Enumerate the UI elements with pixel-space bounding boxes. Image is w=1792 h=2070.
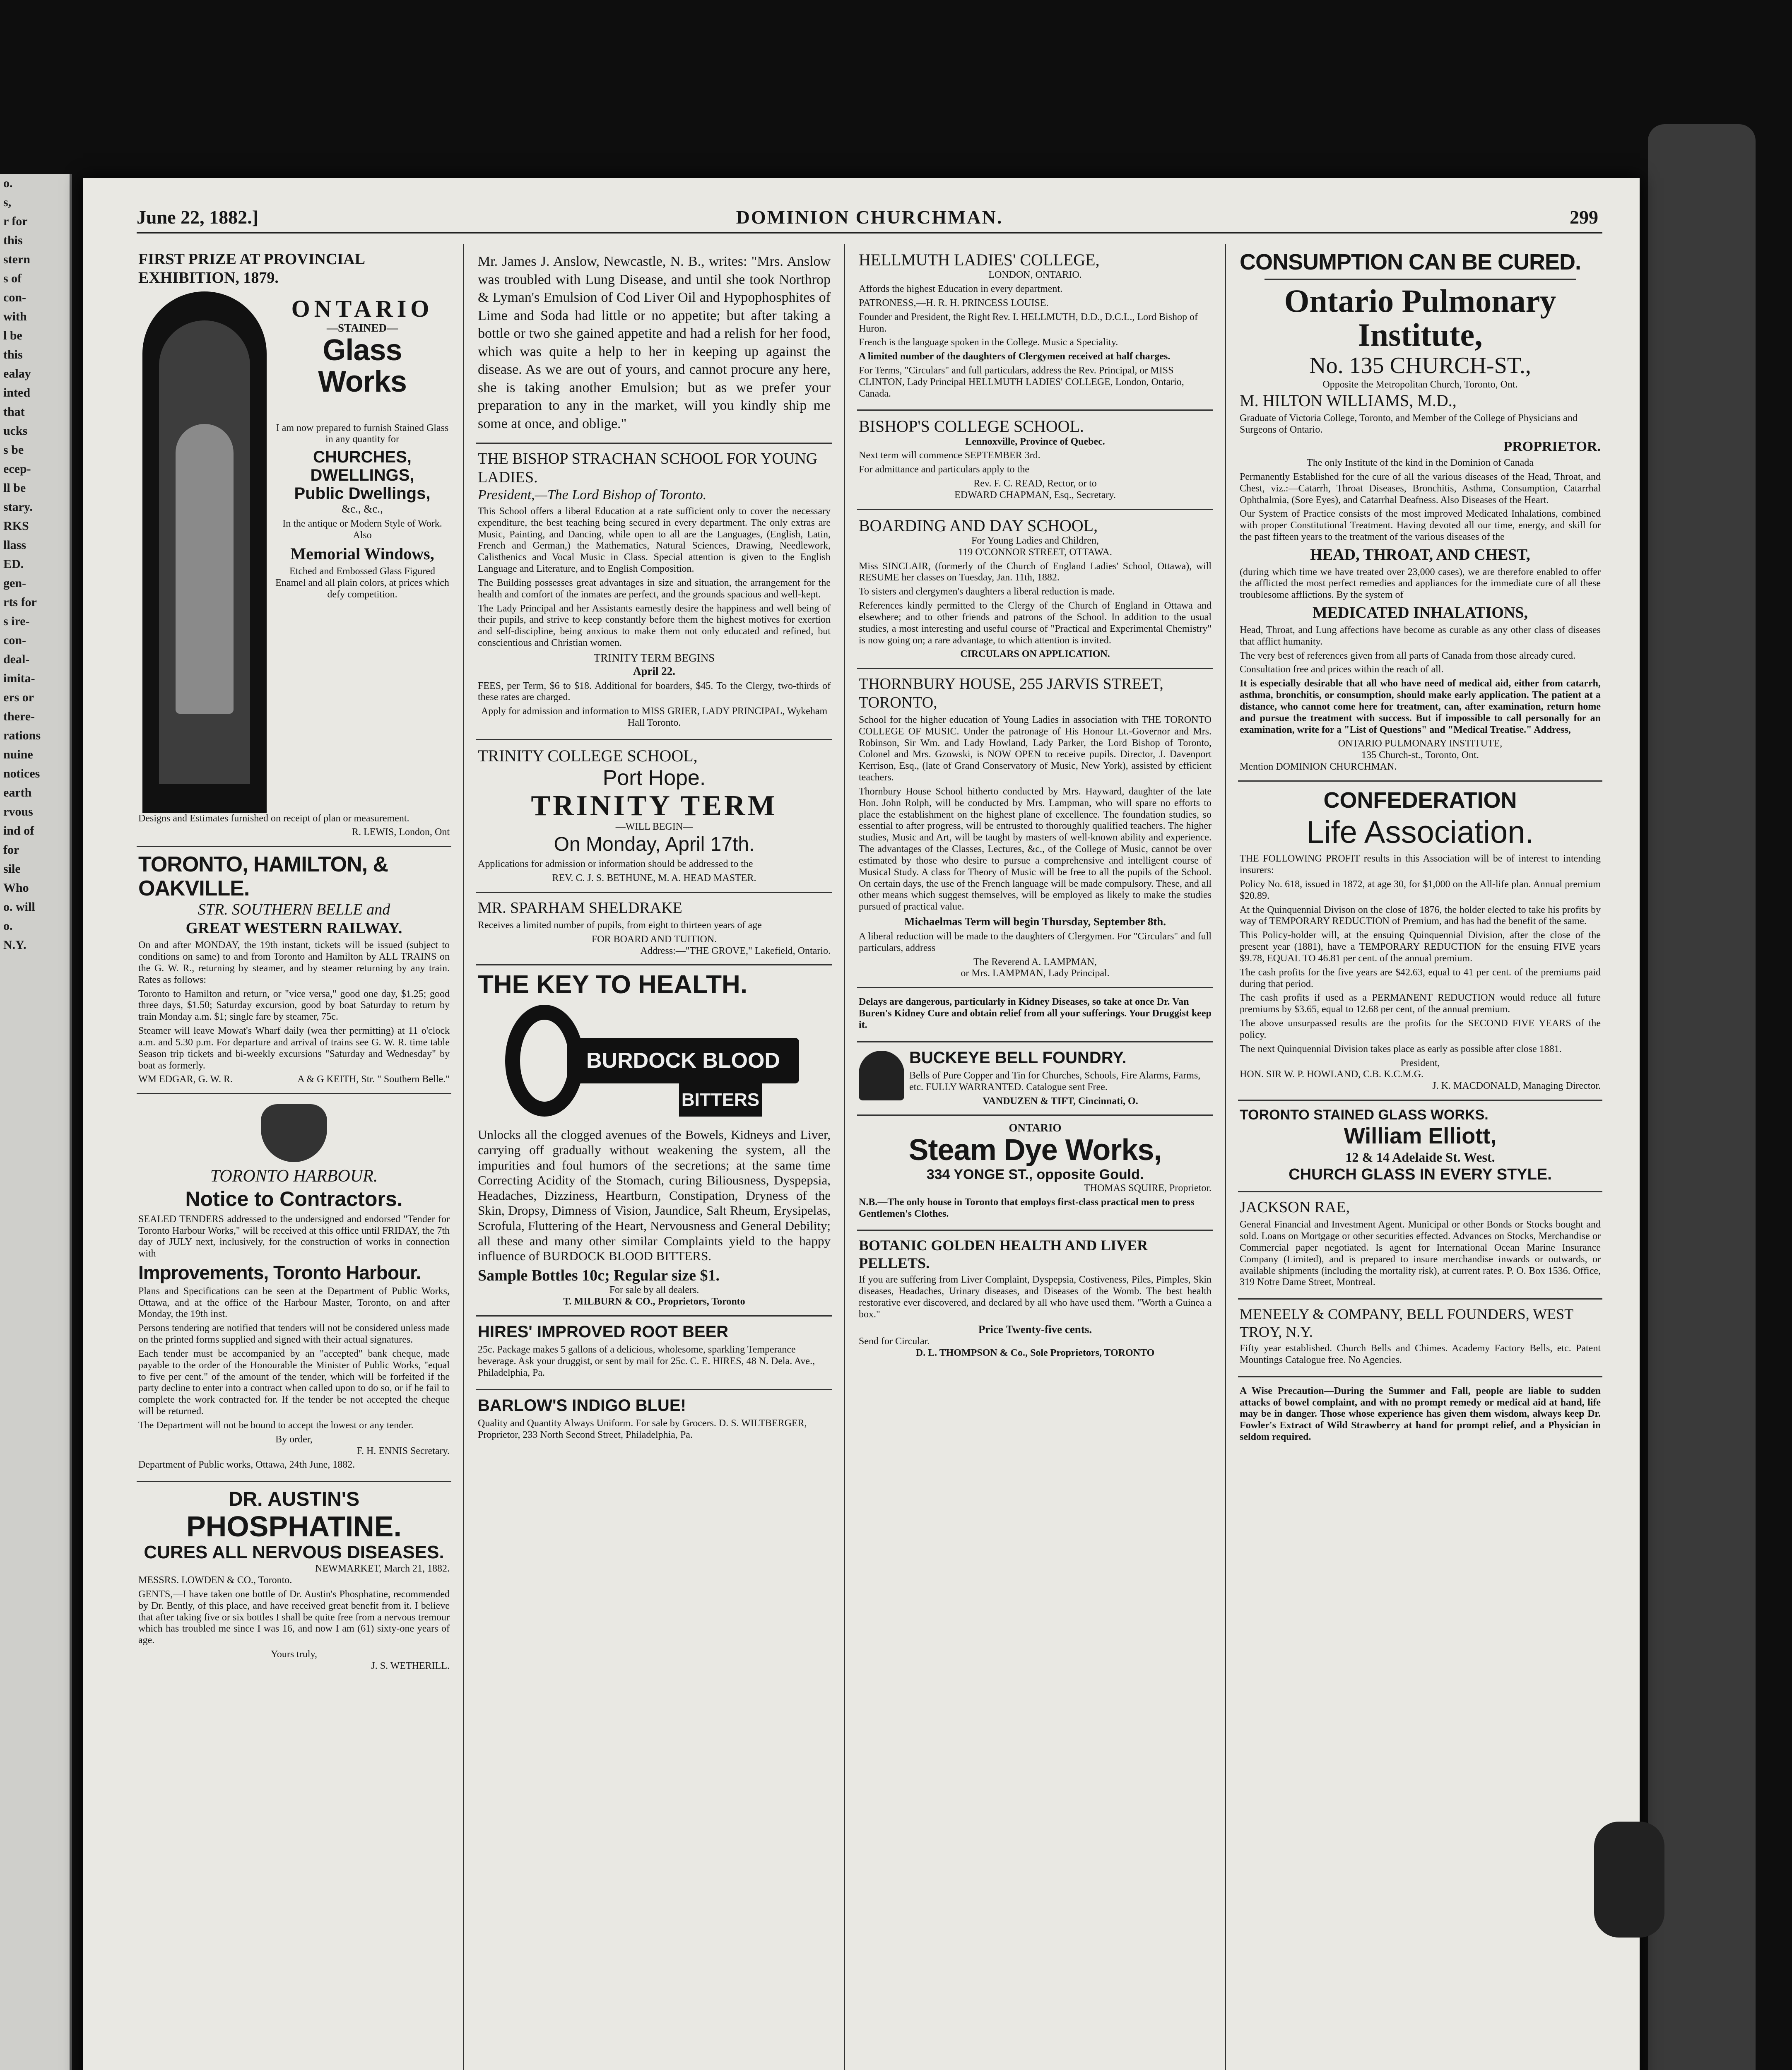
previous-page-fragment: inted [3,386,31,400]
ad-title: THE KEY TO HEALTH. [478,970,748,999]
previous-page-fragment: there- [3,710,35,723]
ad-line: —WILL BEGIN— [615,821,693,832]
previous-page-fragment: ll be [3,481,26,495]
key-illustration-icon [505,1005,803,1121]
ad-body: References kindly permitted to the Clergy of the Church of England in Ottawa and elsewhere; and to other friends and patrons of the School. In addition to the usual studies, a most interesting and useful course of "Practical and Experimental Chemistry" is now going on; a rare advantage, to which attention is invited. [859,600,1212,646]
ad-body: Each tender must be accompanied by an "accepted" bank cheque, made payable to the order of the Honourable the Minister of Public Works, "equal to five per cent." of the amount of the tender, which will be forfeited if the party decline to enter into a contract when called upon to do so, or if he fail to complete the work contracted for. If the tender be not accepted the cheque will be returned. [138,1348,450,1417]
ad-body: A limited number of the daughters of Clergymen received at half charges. [859,351,1171,362]
ad-footer: Designs and Estimates furnished on receipt of plan or measurement. [138,813,409,824]
masthead-title: DOMINION CHURCHMAN. [736,207,1003,228]
previous-page-fragment: this [3,348,23,361]
ad-body: Persons tendering are notified that tenders will not be considered unless made on the printed forms supplied and signed with their actual signatures. [138,1323,450,1346]
ad-title: PHOSPHATINE. [186,1510,402,1543]
running-header [137,203,1602,233]
ad-body: General Financial and Investment Agent. Municipal or other Bonds or Stocks bought and sold. Loans on Mortgage or other securities effected. Advances on Stocks, Merchandise or Commercial paper negotiated. Is agent for International Ocean Marine Insurance Company (Limited), and is prepared to insure merchandise inwards or outwards, or available shipments (including the mortality risk), at current rates. P. O. Box 1536. Office, 319 Notre Dame Street, Montreal. [1240,1219,1601,1288]
ad-body: The Lady Principal and her Assistants earnestly desire the happiness and well being of their pupils, and strive to keep constantly before them the highest motives for exertion and self-discipline, being anxious to make them not only educated and refined, but conscientious and Christian women. [478,603,831,649]
ad-body: For admittance and particulars apply to the [859,464,1029,475]
ad-body: The above unsurpassed results are the profits for the SECOND FIVE YEARS of the policy. [1240,1018,1601,1040]
column-1 [137,244,451,2070]
ad-body: (during which time we have treated over 23,000 cases), we are therefore enabled to offer the afflicted the most perfect remedies and appliances for the immediate cure of all these troublesome afflictions. By the system of [1240,566,1601,601]
ad-body: Plans and Specifications can be seen at the Department of Public Works, Ottawa, and at the office of the Harbour Master, Toronto, on and after Monday, the 19th inst. [138,1285,450,1320]
ad-footer: Department of Public works, Ottawa, 24th June, 1882. [138,1459,355,1471]
previous-page-fragment: ecep- [3,462,31,476]
ad-line: April 22. [633,664,675,677]
ad-barlows-indigo-blue [476,1390,832,1451]
ad-jackson-rae [1238,1192,1602,1300]
ad-body: French is the language spoken in the College. Music a Speciality. [859,337,1118,348]
ad-body: The very best of references given from all parts of Canada from those already cured. [1240,650,1575,661]
column-rule [844,244,845,2070]
ad-body: This Policy-holder will, at the ensuing Quinquennial Division, after the close of the present year (1881), have a TEMPORARY REDUCTION for the ensuing FIVE years $9.78, EQUAL TO 46.81 per cent. of the annual premium. [1240,930,1601,964]
ad-title: BARLOW'S INDIGO BLUE! [478,1396,686,1415]
ad-bishop-strachan-school [476,444,832,740]
column-rule [1225,244,1226,2070]
ad-headline: CONSUMPTION CAN BE CURED. [1240,250,1581,274]
ad-title: CONFEDERATION [1323,787,1517,813]
ad-body: Policy No. 618, issued in 1872, at age 30, for $1,000 on the All-life plan. Annual premium $20.89. [1240,879,1601,901]
previous-page-fragment: deal- [3,652,30,666]
ad-body: The only Institute of the kind in the Dominion of Canada [1307,457,1534,469]
ad-body: THE FOLLOWING PROFIT results in this Association will be of interest to intending insurers: [1240,853,1601,876]
ad-line: For Young Ladies and Children, [971,535,1099,546]
ad-title: MR. SPARHAM SHELDRAKE [478,899,682,917]
ad-address: Address:—"THE GROVE," Lakefield, Ontario. [640,945,831,956]
ad-body: The cash profits if used as a PERMANENT REDUCTION would reduce all future premiums by $3.65, equal to 12.68 per cent, of the annual premium. [1240,992,1601,1015]
ad-kidney-cure [857,988,1213,1042]
issue-date: June 22, 1882.] [137,207,258,228]
column-4 [1238,244,1602,2070]
ad-line: PATRONESS,—H. R. H. PRINCESS LOUISE. [859,297,1049,308]
ad-line: Memorial Windows, [290,544,434,563]
ad-signature: REV. C. J. S. BETHUNE, M. A. HEAD MASTER. [552,873,756,884]
ad-wise-precaution [1238,1377,1602,1453]
ad-line: Send for Circular. [859,1336,930,1347]
previous-page-fragment: ealay [3,367,31,380]
ad-title: Steam Dye Works, [908,1134,1162,1167]
ad-confederation-life [1238,782,1602,1101]
ad-body: Permanently Established for the cure of all the various diseases of the Head, Throat, and Chest, viz.:—Catarrh, Throat Diseases, Bronchitis, Asthma, Consumption, Catarrhal Ophthalmia, (Sore Eyes), and Catarrhal Deafness. Also Diseases of the Heart. [1240,471,1601,505]
ad-body: SEALED TENDERS addressed to the undersigned and endorsed "Tender for Toronto Harbour Works," will be received at this office until FRIDAY, the 7th day of JULY next, inclusively, for the construction of works in connection with [138,1213,450,1259]
ad-title: TORONTO, HAMILTON, & OAKVILLE. [138,852,388,900]
ad-body: FEES, per Term, $6 to $18. Additional for boarders, $45. To the Clergy, two-thirds of these rates are charged. [478,680,831,703]
ad-body: If you are suffering from Liver Complaint, Dyspepsia, Costiveness, Piles, Pimples, Skin diseases, Headaches, Urinary diseases, and Diseases of the Womb. The best health restorative ever discovered, and declared by all who have used them. "Worth a Guinea a box." [859,1274,1212,1320]
previous-page-fragment: RKS [3,519,29,533]
ad-signature: R. LEWIS, London, Ont [352,827,450,838]
ad-signature: EDWARD CHAPMAN, Esq., Secretary. [954,489,1116,501]
ad-title: BOTANIC GOLDEN HEALTH AND LIVER PELLETS. [859,1237,1148,1271]
ad-body: The next Quinquennial Division takes place as early as possible after close 1881. [1240,1043,1562,1054]
previous-page-fragment: rations [3,729,41,742]
previous-page-fragment: ind of [3,824,34,838]
ad-title: DR. AUSTIN'S [228,1488,360,1511]
ad-body: Delays are dangerous, particularly in Kidney Diseases, so take at once Dr. Van Buren's Kidney Cure and obtain relief from all your sufferings. Your Druggist keep it. [859,996,1212,1030]
previous-page-fragment: s of [3,272,22,285]
ad-body: Our System of Practice consists of the most improved Medicated Inhalations, combined with proper Constitutional Treatment. Having devoted all our time, energy, and skill for the past fifteen years to the treatment of the various diseases of the [1240,508,1601,542]
ad-ontario-glass-works [137,244,451,847]
ad-title: HELLMUTH LADIES' COLLEGE, [859,250,1100,269]
ad-body: GENTS,—I have taken one bottle of Dr. Austin's Phosphatine, recommended by Dr. Bently, of this place, and have received great benefit from it. I believe that after taking five or six bottles I shall be quite free from a nervous tremour which has troubled me since I was 16, and now I am (61) sixty-one years of age. [138,1589,450,1646]
ad-title: BOARDING AND DAY SCHOOL, [859,516,1098,535]
ad-sparham-sheldrake [476,893,832,965]
previous-page-fragment: ucks [3,424,28,438]
ad-body: Applications for admission or information should be addressed to the [478,859,753,870]
ad-toronto-hamilton-oakville [137,847,451,1094]
ad-address: 119 O'CONNOR STREET, OTTAWA. [958,546,1112,558]
ad-line: MEDICATED INHALATIONS, [1312,604,1528,622]
page-clip [1594,1822,1664,1938]
previous-page-fragment: stern [3,253,30,266]
ad-title: Ontario Pulmonary [1284,283,1556,319]
ad-line: STR. SOUTHERN BELLE and [198,900,390,918]
ad-title: BISHOP'S COLLEGE SCHOOL. [859,417,1084,436]
previous-page-fragment: o. [3,919,13,933]
ad-title: Glass Works [318,334,407,398]
ad-line: For sale by all dealers. [609,1285,699,1296]
ad-body: Founder and President, the Right Rev. I. HELLMUTH, D.D., D.C.L., Lord Bishop of Huron. [859,311,1198,334]
key-label: BURDOCK BLOOD [567,1038,799,1083]
ad-signature: The Reverend A. LAMPMAN, [973,956,1097,968]
ad-line: PROPRIETOR. [1503,438,1601,454]
ad-bishops-college-school [857,411,1213,510]
ad-headline: TRINITY TERM [531,790,778,822]
book-binding [1648,124,1756,2070]
previous-page-fragment: nuine [3,748,33,761]
coat-of-arms-icon [261,1104,327,1162]
ad-signature: Rev. F. C. READ, Rector, or to [973,478,1097,489]
ad-hires-root-beer [476,1317,832,1390]
ad-ontario-pulmonary-institute [1238,244,1602,782]
testimonial-body: Mr. James J. Anslow, Newcastle, N. B., writes: "Mrs. Anslow was troubled with Lung Disease, and until she took Northrop & Lyman's Emulsion of Cod Liver Oil and Hypophosphites of Lime and Soda had little or no appetite; but after taking a bottle or two she gained appetite and had a relish for her food, which was quite a help to her in keeping up against the disease. As we are out of yours, and cannot procure any here, she is taking another Emulsion; but as we prefer your preparation to any in the market, will you kindly ship me some at once, and oblige." [478,254,831,431]
ad-signature: J. K. MACDONALD, Managing Director. [1432,1081,1601,1092]
ad-austins-phosphatine [137,1482,451,1679]
ad-body: 25c. Package makes 5 gallons of a delicious, wholesome, sparkling Temperance beverage. Ask your druggist, or sent by mail for 25c. C. E. HIRES, 48 N. Dela. Ave., Philadelphia, Pa. [478,1344,815,1378]
previous-page-fragment: imita- [3,672,35,685]
ad-line: By order, [275,1434,313,1445]
ad-line: Yours truly, [270,1649,318,1660]
ad-body: The cash profits for the five years are $42.63, equal to 41 per cent. of the premiums paid during that period. [1240,967,1601,989]
ad-body: Thornbury House School hitherto conducted by Mrs. Hayward, daughter of the late Hon. John Rolph, will be conducted by Mrs. Lampman, who will spare no efforts to place the establishment on the highest plane of excellence. The foundation studies, so essential to after progress, will be entrusted to thoroughly qualified teachers. The higher studies, Music and Art, will be taught by masters of well-known ability and experience. The advantages of the Classes, Lectures, &c., of the College of Music, cannot be over estimated by those who desire to pursue a comprehensive and intelligent course of Musical Study. A class for Theory of Music will be free to all the pupils of the School. On certain days, the use of the French language will be made compulsory. These, and all other means which suggest themselves, will be employed as likely to make the studies pursued of practical value. [859,786,1212,912]
ad-title: TORONTO HARBOUR. [210,1167,378,1186]
ad-buckeye-bell-foundry [857,1042,1213,1116]
previous-page-fragment: s be [3,443,24,457]
previous-page-fragment: sile [3,862,21,876]
ad-body: It is especially desirable that all who have need of medical aid, either from catarrh, asthma, bronchitis, or consumption, should make early application. The patient at a distance, who cannot come here for treatment, can, after examination, return home and pursue the treatment with success. But if impossible to call personally for an examination, write for a "List of Questions" and "Medical Treatise." Address, [1240,678,1601,735]
ad-body: For Terms, "Circulars" and full particulars, address the Rev. Principal, or MISS CLINTON, Lady Principal HELLMUTH LADIES' COLLEGE, London, Ontario, Canada. [859,365,1184,399]
previous-page-fragment: for [3,843,19,857]
bell-icon [859,1051,904,1100]
ad-title: JACKSON RAE, [1240,1199,1350,1216]
ad-line: Mention DOMINION CHURCHMAN. [1240,761,1397,773]
previous-page-fragment: r for [3,214,28,228]
ad-tagline: CHURCH GLASS IN EVERY STYLE. [1289,1165,1552,1183]
previous-page-fragment: that [3,405,25,419]
ad-line: DWELLINGS, [310,466,414,485]
previous-page-fragment: con- [3,291,26,304]
ad-body: N.B.—The only house in Toronto that employs first-class practical men to press Gentlemen's Clothes. [859,1196,1195,1219]
column-2 [476,244,832,2070]
ad-headline: Improvements, Toronto Harbour. [138,1262,421,1284]
ad-body: Etched and Embossed Glass Figured Enamel and all plain colors, at prices which defy competition. [275,566,449,600]
ad-line: &c., &c., [342,503,383,515]
ad-signature: or Mrs. LAMPMAN, Lady Principal. [961,968,1110,979]
ad-line: HEAD, THROAT, AND CHEST, [1310,546,1530,563]
column-3 [857,244,1213,2070]
ad-signature: 135 Church-st., Toronto, Ont. [1361,750,1479,761]
ad-title: Institute, [1358,317,1483,353]
ad-signature: WM EDGAR, G. W. R. [138,1074,233,1085]
ad-signature: F. H. ENNIS Secretary. [356,1445,450,1456]
ad-body: A Wise Precaution—During the Summer and Fall, people are liable to sudden attacks of bowel complaint, and with no prompt remedy or medical aid at hand, life may be in danger. Those whose experience has given them wisdom, always keep Dr. Fowler's Extract of Wild Strawberry at hand for prompt relief, and a Physician in seldom required. [1240,1385,1601,1443]
ad-body: To sisters and clergymen's daughters a liberal reduction is made. [859,586,1115,597]
ad-signature: J. S. WETHERILL. [371,1660,450,1671]
previous-page-fragment: this [3,233,23,247]
ad-body: School for the higher education of Young Ladies in association with THE TORONTO COLLEGE OF MUSIC. Under the patronage of His Honour Lt.-Governor and Mrs. Robinson, Sir Wm. and Lady Howland, Lady Parker, the Lord Bishop of Toronto, Colonel and Mrs. Gzowski, is NOW OPEN to receive pupils. Director, J. Davenport Kerrison, Esq., (late of Grand Conservatory of Music, New York), assisted by efficient teachers. [859,714,1212,783]
previous-page-fragment: stary. [3,500,33,514]
ad-signature: D. L. THOMPSON & Co., Sole Proprietors, TORONTO [915,1348,1155,1359]
testimonial-anslow [476,244,832,444]
previous-page-fragment: con- [3,633,26,647]
ad-title: THE BISHOP STRACHAN SCHOOL FOR YOUNG LADIES. [478,450,818,486]
ad-title: MENEELY & COMPANY, BELL FOUNDERS, WEST TROY, N.Y. [1240,1306,1573,1340]
newspaper-page [83,178,1640,2070]
ad-title: THORNBURY HOUSE, 255 JARVIS STREET, TORONTO, [859,675,1163,712]
ad-body: I am now prepared to furnish Stained Glass in any quantity for [276,422,449,445]
ad-line: President,—The Lord Bishop of Toronto. [478,487,707,503]
ad-body: Fifty year established. Church Bells and Chimes. Academy Factory Bells, etc. Patent Mountings Catalogue free. No Agencies. [1240,1343,1601,1365]
previous-page-fragment: ED. [3,557,24,571]
ad-trinity-college-school [476,740,832,893]
ad-address: No. 135 CHURCH-ST., [1309,353,1531,379]
previous-page-fragment: rts for [3,595,37,609]
ad-heading: FIRST PRIZE AT PROVINCIAL EXHIBITION, 1879. [138,250,364,286]
ad-body: A liberal reduction will be made to the daughters of Clergymen. For "Circulars" and full particulars, address [859,931,1212,953]
previous-page-fragment: N.Y. [3,938,26,952]
ad-address: 334 YONGE ST., opposite Gould. [926,1166,1144,1182]
page-number: 299 [1570,207,1598,228]
ad-meneely-bell [1238,1300,1602,1377]
previous-page-fragment: with [3,310,27,323]
ad-body: The Building possesses great advantages in size and situation, the arrangement for the health and comfort of the inmates are perfect, and the grounds spacious and well-kept. [478,577,831,600]
ad-place: Lennoxville, Province of Quebec. [965,436,1105,447]
ad-place: Port Hope. [602,766,706,790]
ad-body: Unlocks all the clogged avenues of the Bowels, Kidneys and Liver, carrying off gradually without weakening the system, all the impurities and foul humors of the secretions; at the same time Correcting Acidity of the Stomach, curing Biliousness, Dyspepsia, Headaches, Dizziness, Heartburn, Constipation, Dryness of the Skin, Dropsy, Dimness of Vision, Jaundice, Salt Rheum, Erysipelas, Scrofula, Fluttering of the Heart, Nervousness and General Debility; all these and many other similar Complaints yield to the happy influence of BURDOCK BLOOD BITTERS. [478,1127,831,1264]
ad-body: This School offers a liberal Education at a rate sufficient only to cover the necessary expenditure, the best teaching being secured in every department. The only extras are Music, Painting, and Dancing, while open to all are the Languages, (English, Latin, French and German,) the Mathematics, Natural Sciences, Drawing, Needlework, Calisthenics and Vocal Music in Class. Special attention is given to the English Language and Literature, and to English Composition. [478,505,831,575]
ad-title: BUCKEYE BELL FOUNDRY. [909,1048,1127,1067]
ad-body: In the antique or Modern Style of Work. Also [282,518,442,541]
ad-line: TRINITY TERM BEGINS [593,651,715,664]
ad-signature: A & G KEITH, Str. " Southern Belle." [297,1074,450,1085]
previous-page-fragment: l be [3,329,22,342]
ad-place: LONDON, ONTARIO. [988,270,1082,281]
ad-line: Michaelmas Term will begin Thursday, September 8th. [904,915,1166,928]
ad-toronto-harbour [137,1094,451,1482]
ad-body: Steamer will leave Mowat's Wharf daily (wea ther permitting) at 11 o'clock a.m. and 5.30 p.m. For departure and arrival of trains see G. W. R. time table Season trip tickets and bi-weekly excursions "Saturday and Wednesday" by boat as formerly. [138,1025,450,1071]
ad-hellmuth-ladies-college [857,244,1213,411]
column-rule [463,244,464,2070]
ad-title: TORONTO STAINED GLASS WORKS. [1240,1107,1489,1123]
ad-line: President, [1400,1057,1440,1069]
ad-address: MESSRS. LOWDEN & CO., Toronto. [138,1575,292,1586]
ad-boarding-day-school [857,510,1213,669]
stained-glass-window-illustration [142,291,267,813]
ad-body: Affords the highest Education in every department. [859,284,1063,295]
ad-title: TRINITY COLLEGE SCHOOL, [478,746,698,765]
ad-signature: VANDUZEN & TIFT, Cincinnati, O. [983,1095,1138,1107]
ad-name: William Elliott, [1344,1124,1497,1149]
ad-body: Receives a limited number of pupils, from eight to thirteen years of age [478,919,762,931]
ad-body: Graduate of Victoria College, Toronto, and Member of the College of Physicians and Surgeons of Ontario. [1240,413,1578,436]
ad-botanic-liver-pellets [857,1231,1213,1367]
ad-subname: —STAINED— [326,322,398,335]
ad-line: FOR BOARD AND TUITION. [591,934,717,945]
ad-line: Public Dwellings, [294,484,431,503]
ad-line: CIRCULARS ON APPLICATION. [960,649,1110,660]
ad-body: Toronto to Hamilton and return, or "vice versa," good one day, $1.25; good three days, $1.50; Saturday excursion, good by boat Saturday to return by train Monday a.m. $1; single fare by steamer, 75c. [138,988,450,1023]
previous-page-fragment: gen- [3,576,26,590]
previous-page-fragment: s ire- [3,614,30,628]
ad-title: Life Association. [1306,814,1534,850]
ad-signature: THOMAS SQUIRE, Proprietor. [1084,1182,1212,1194]
ad-thornbury-house [857,669,1213,988]
ad-body: On and after MONDAY, the 19th instant, tickets will be issued (subject to conditions on same) to and from Toronto and Hamilton by ALL TRAINS on the G. W. R., returning by steamer, and by steamer returning by any train. Rates as follows: [138,940,450,985]
previous-page-fragment: llass [3,538,26,552]
ad-pretitle: ONTARIO [1009,1122,1062,1134]
ad-line: Opposite the Metropolitan Church, Toronto, Ont. [1322,379,1518,390]
ad-subtitle: Notice to Contractors. [185,1187,403,1211]
ad-dateline: NEWMARKET, March 21, 1882. [315,1563,450,1574]
ad-body: Next term will commence SEPTEMBER 3rd. [859,450,1041,461]
ad-line: CHURCHES, [313,448,412,467]
key-label: BITTERS [679,1083,762,1117]
ad-body: Quality and Quantity Always Uniform. For sale by Grocers. D. S. WILTBERGER, Proprietor, 233 North Second Street, Philadelphia, Pa. [478,1418,807,1440]
ad-title: CURES ALL NERVOUS DISEASES. [144,1542,444,1563]
ad-title: HIRES' IMPROVED ROOT BEER [478,1323,729,1341]
previous-page-fragment: earth [3,786,32,799]
ad-burdock-blood-bitters [476,965,832,1317]
ad-body: Miss SINCLAIR, (formerly of the Church of England Ladies' School, Ottawa), will RESUME her classes on Tuesday, Jan. 11th, 1882. [859,561,1212,583]
ad-signature: T. MILBURN & CO., Proprietors, Toronto [563,1296,745,1307]
ad-body: At the Quinquennial Divison on the close of 1876, the holder elected to take his profits by way of TEMPORARY REDUCTION of Premium, and has had the benefit of the same. [1240,904,1601,927]
ad-line: Sample Bottles 10c; Regular size $1. [478,1266,720,1284]
ad-body: Apply for admission and information to MISS GRIER, LADY PRINCIPAL, Wykeham Hall Toronto. [481,706,828,729]
previous-page-edge [0,174,72,2070]
ad-ontario-steam-dye-works [857,1116,1213,1231]
previous-page-fragment: s, [3,195,12,209]
ad-line: Price Twenty-five cents. [978,1323,1092,1336]
previous-page-fragment: Who [3,881,29,895]
previous-page-fragment: o. will [3,900,35,914]
ad-body: The Department will not be bound to accept the lowest or any tender. [138,1420,414,1431]
previous-page-fragment: notices [3,767,40,780]
previous-page-fragment: o. [3,176,13,190]
previous-page-fragment: ers or [3,691,34,704]
ad-toronto-stained-glass-works [1238,1101,1602,1192]
ad-name: ONTARIO [291,295,434,322]
ad-doctor: M. HILTON WILLIAMS, M.D., [1240,391,1457,410]
ad-body: Consultation free and prices within the reach of all. [1240,664,1444,675]
ad-address: 12 & 14 Adelaide St. West. [1345,1149,1495,1165]
ad-body: Bells of Pure Copper and Tin for Churches, Schools, Fire Alarms, Farms, etc. FULLY WARRANTED. Catalogue sent Free. [909,1070,1201,1093]
ad-body: Head, Throat, and Lung affections have become as curable as any other class of diseases that afflict humanity. [1240,624,1601,647]
ad-date: On Monday, April 17th. [554,833,755,855]
ad-signature: ONTARIO PULMONARY INSTITUTE, [1338,738,1503,749]
ad-signature: HON. SIR W. P. HOWLAND, C.B. K.C.M.G. [1240,1069,1424,1080]
previous-page-fragment: rvous [3,805,33,818]
ad-line: GREAT WESTERN RAILWAY. [185,919,402,937]
